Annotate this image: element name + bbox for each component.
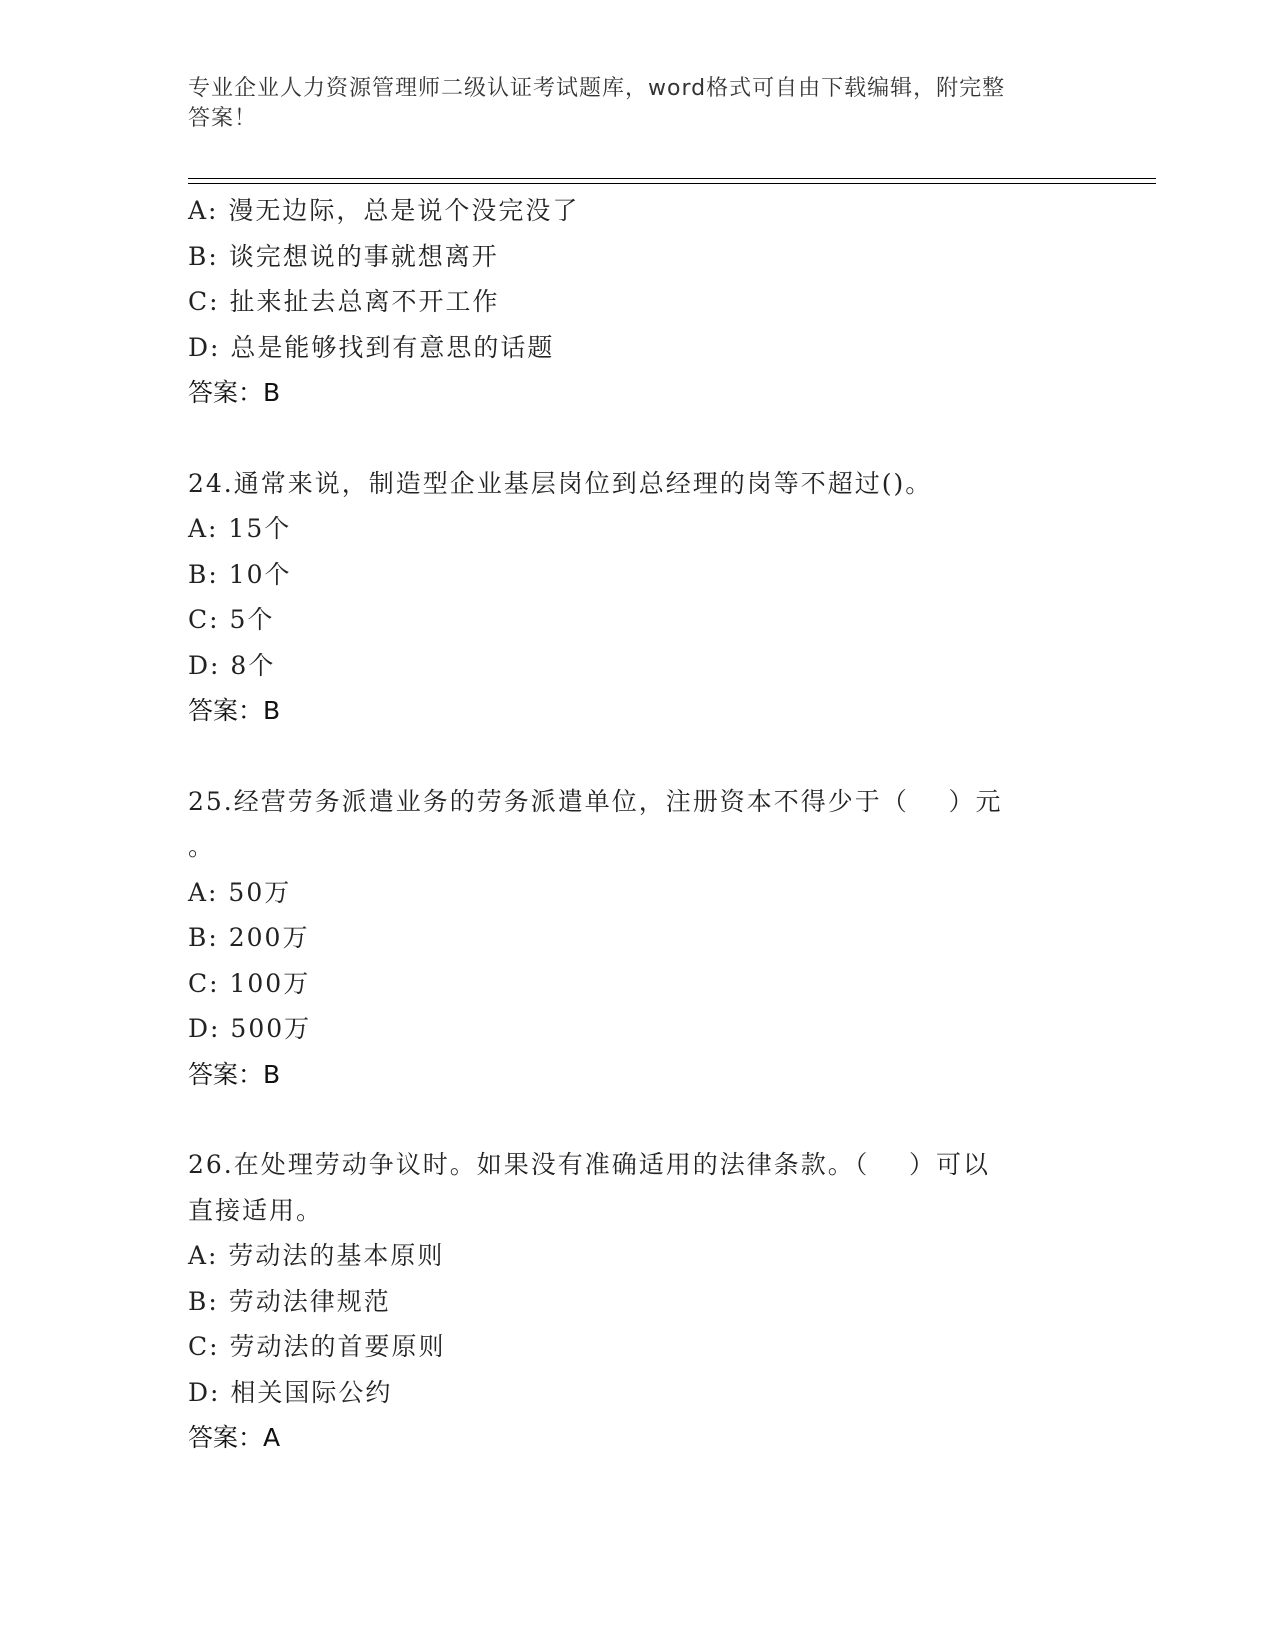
question-text-continued: 直接适用。 [188, 1195, 324, 1225]
spacer [188, 416, 1088, 461]
answer-line: 答案：B [188, 1059, 281, 1089]
option-a: A: 劳动法的基本原则 [188, 1241, 445, 1270]
option-d: D: 相关国际公约 [188, 1377, 393, 1407]
question-text: 25.经营劳务派遣业务的劳务派遣单位，注册资本不得少于（ ）元 [188, 786, 1003, 816]
option-d: D: 500万 [188, 1014, 312, 1043]
header-line-1: 专业企业人力资源管理师二级认证考试题库，word格式可自由下载编辑，附完整 [188, 76, 1006, 101]
option-a: A: 15个 [188, 514, 292, 543]
question-block-24 [188, 461, 1088, 734]
option-b: B: 劳动法律规范 [188, 1286, 391, 1316]
question-content [188, 188, 1088, 1461]
spacer [188, 734, 1088, 779]
option-c: C: 100万 [188, 968, 311, 998]
option-a: A: 漫无边际，总是说个没完没了 [188, 196, 580, 225]
document-header [188, 74, 1068, 134]
question-text-continued: 。 [188, 832, 216, 861]
question-text: 26.在处理劳动争议时。如果没有准确适用的法律条款。（ ）可以 [188, 1150, 991, 1179]
option-b: B: 10个 [188, 559, 292, 589]
answer-line: 答案：A [188, 1423, 281, 1452]
option-c: C: 5个 [188, 605, 275, 634]
option-d: D: 总是能够找到有意思的话题 [188, 332, 555, 362]
option-d: D: 8个 [188, 650, 276, 680]
option-b: B: 谈完想说的事就想离开 [188, 241, 499, 271]
header-divider-top [188, 178, 1156, 179]
answer-line: 答案：B [188, 696, 281, 725]
answer-line: 答案：B [188, 378, 281, 407]
previous-question-block [188, 188, 1088, 416]
question-block-25 [188, 779, 1088, 1098]
option-c: C: 劳动法的首要原则 [188, 1332, 446, 1361]
header-divider-bottom [188, 183, 1156, 184]
question-text: 24.通常来说，制造型企业基层岗位到总经理的岗等不超过()。 [188, 468, 933, 498]
option-b: B: 200万 [188, 923, 310, 952]
header-line-2: 答案！ [188, 106, 258, 131]
question-block-26 [188, 1142, 1088, 1461]
spacer [188, 1097, 1088, 1142]
option-a: A: 50万 [188, 877, 292, 907]
option-c: C: 扯来扯去总离不开工作 [188, 287, 500, 316]
